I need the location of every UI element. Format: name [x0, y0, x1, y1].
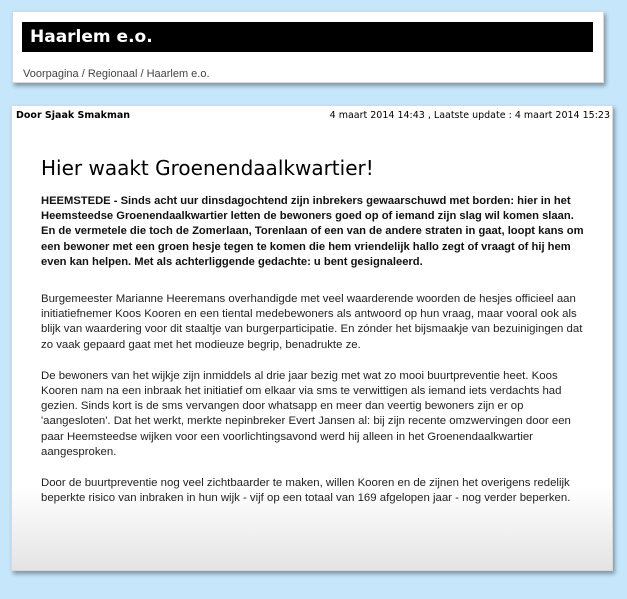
article-lead: HEEMSTEDE - Sinds acht uur dinsdagochtend zijn inbrekers gewaarschuwd met borden: hier in het Heemsteedse Groenendaalkwartier letten de bewoners goed op of iemand zijn slag wil komen slaan. En de vermetele die toch de Zomerlaan, Torenlaan of een van de andere straten in gaat, loopt kans om een bewoner met een groen hesje tegen te komen die hem vriendelijk hallo zegt of vraagt of hij hem even kan helpen. Met als achterliggende gedachte: u bent gesignaleerd. [41, 195, 584, 268]
breadcrumb-separator: / [78, 68, 88, 80]
article-card [11, 105, 613, 571]
article-paragraph: Burgemeester Marianne Heeremans overhandigde met veel waarderende woorden de hesjes officieel aan initiatiefnemer Koos Kooren en een tiental medebewoners als antwoord op hun vraag, maar vooral ook als blijk van waardering voor dit staaltje van burgerparticipatie. En zónder het bijsmaakje van bezuinigingen dat zo vaak gepaard gaat met het modieuze begrip, benadrukte ze. [41, 293, 583, 351]
article-body [41, 194, 585, 522]
header-card [12, 11, 604, 83]
breadcrumb-section-link[interactable]: Regionaal [87, 68, 138, 80]
breadcrumb [23, 68, 210, 80]
breadcrumb-home-link[interactable]: Voorpagina [23, 68, 79, 80]
article-dates: 4 maart 2014 14:43 , Laatste update : 4 maart 2014 15:23 [329, 110, 610, 121]
breadcrumb-current-link[interactable]: Haarlem e.o. [146, 68, 210, 80]
article-author: Door Sjaak Smakman [16, 110, 131, 121]
article-paragraph: De bewoners van het wijkje zijn inmiddels al drie jaar bezig met wat zo mooi buurtpreventie heet. Koos Kooren nam na een inbraak het initiatief om elkaar via sms te verwittigen als iemand iets verdachts had gezien. Sinds kort is de sms vervangen door whatsapp en meer dan veertig bewoners zijn er op 'aangesloten'. Dat het werkt, merkte nepinbreker Evert Jansen al: bij zijn recente omzwervingen door een paar Heemsteedse wijken voor een voorlichtingsavond werd hij alleen in het Groenendaalkwartier aangesproken. [41, 369, 571, 458]
article-paragraph: Door de buurtpreventie nog veel zichtbaarder te maken, willen Kooren en de zijnen het overigens redelijk beperkte risico van inbraken in hun wijk - vijf op een totaal van 169 afgelopen jaar - nog verder beperken. [41, 477, 571, 505]
section-title: Haarlem e.o. [22, 22, 593, 52]
article-meta [16, 110, 610, 124]
breadcrumb-separator: / [137, 68, 147, 80]
article-headline: Hier waakt Groenendaalkwartier! [41, 156, 374, 180]
